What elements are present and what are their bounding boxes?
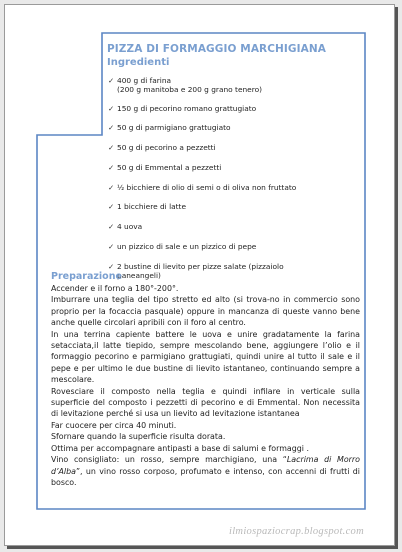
check-icon: ✓ bbox=[108, 222, 115, 231]
ingredient-text: 2 bustine di lievito per pizze salate (pizzaiolo bbox=[117, 261, 284, 271]
wine-text: ”, un vino rosso corposo, profumato e intenso, con accenni di frutti di bosco. bbox=[51, 466, 360, 487]
check-icon: ✓ bbox=[108, 143, 115, 152]
paragraph: Imburrare una teglia del tipo stretto ed alto (si trova-no in commercio sono proprio per la focaccia pasquale) oppure in mancanza di queste vanno bene anche quelle circolari apribili con il foro al centro. bbox=[51, 295, 360, 328]
list-item bbox=[108, 104, 348, 113]
watermark: ilmiospaziocrap.blogspot.com bbox=[229, 526, 364, 537]
list-item bbox=[108, 262, 348, 281]
check-icon: ✓ bbox=[108, 182, 115, 192]
paragraph: Ottima per accompagnare antipasti a base di salumi e formaggi . bbox=[51, 443, 309, 453]
list-item bbox=[108, 202, 348, 211]
check-icon: ✓ bbox=[108, 261, 115, 271]
paragraph bbox=[51, 454, 360, 488]
list-item bbox=[108, 222, 348, 231]
list-item bbox=[108, 76, 348, 95]
recipe-title: PIZZA DI FORMAGGIO MARCHIGIANA bbox=[107, 43, 326, 55]
ingredient-text: ½ bicchiere di olio di semi o di oliva non fruttato bbox=[117, 182, 297, 192]
check-icon: ✓ bbox=[108, 241, 115, 251]
list-item bbox=[108, 183, 348, 192]
paragraph: Sfornare quando la superficie risulta dorata. bbox=[51, 432, 226, 442]
ingredient-text: 50 g di parmigiano grattugiato bbox=[117, 123, 231, 133]
check-icon: ✓ bbox=[108, 202, 115, 212]
ingredient-text: 1 bicchiere di latte bbox=[117, 202, 186, 212]
ingredient-text: 4 uova bbox=[117, 222, 143, 231]
paragraph: Accender e il forno a 180°-200°. bbox=[51, 284, 179, 293]
preparation-text bbox=[51, 283, 360, 488]
ingredient-text: 150 g di pecorino romano grattugiato bbox=[117, 103, 257, 113]
check-icon: ✓ bbox=[108, 103, 115, 113]
check-icon: ✓ bbox=[108, 123, 115, 133]
list-item bbox=[108, 163, 348, 172]
list-item bbox=[108, 123, 348, 132]
list-item bbox=[108, 143, 348, 152]
paragraph: Far cuocere per circa 40 minuti. bbox=[51, 420, 177, 430]
ingredients-heading: Ingredienti bbox=[107, 57, 170, 68]
ingredient-text: 400 g di farina bbox=[117, 76, 172, 85]
ingredient-note: (200 g manitoba e 200 g grano tenero) bbox=[117, 85, 262, 95]
wine-name: Lacrima di Morro d’Alba bbox=[51, 455, 360, 476]
ingredient-note: paneangeli) bbox=[117, 270, 161, 280]
preparation-heading: Preparazione bbox=[51, 271, 122, 282]
check-icon: ✓ bbox=[108, 162, 115, 172]
ingredient-text: 50 g di pecorino a pezzetti bbox=[117, 143, 216, 152]
list-item bbox=[108, 242, 348, 251]
ingredient-text: 50 g di Emmental a pezzetti bbox=[117, 162, 222, 172]
ingredient-text: un pizzico di sale e un pizzico di pepe bbox=[117, 241, 257, 251]
ingredients-list bbox=[108, 76, 348, 289]
paragraph: In una terrina capiente battere le uova e unire gradatamente la farina setacciata,il latte tiepido, sempre mescolando bene, aggiungere l’olio e il formaggio pecorino e parmigiano grattugiati, quindi unire al tutto il sale e il pepe e per ultimo le due bustine di lievito istantaneo, continuando sempre a mescolare. bbox=[51, 329, 360, 385]
check-icon: ✓ bbox=[108, 76, 115, 85]
wine-text: Vino consigliato: un rosso, sempre marchigiano, una “ bbox=[51, 455, 287, 465]
paragraph: Rovesciare il composto nella teglia e quindi infilare in verticale sulla superficie del composto i pezzetti di pecorino e di Emmental. Non necessita di levitazione perché si usa un lievito ad levitazione istantanea bbox=[51, 386, 360, 419]
recipe-page bbox=[4, 4, 395, 546]
